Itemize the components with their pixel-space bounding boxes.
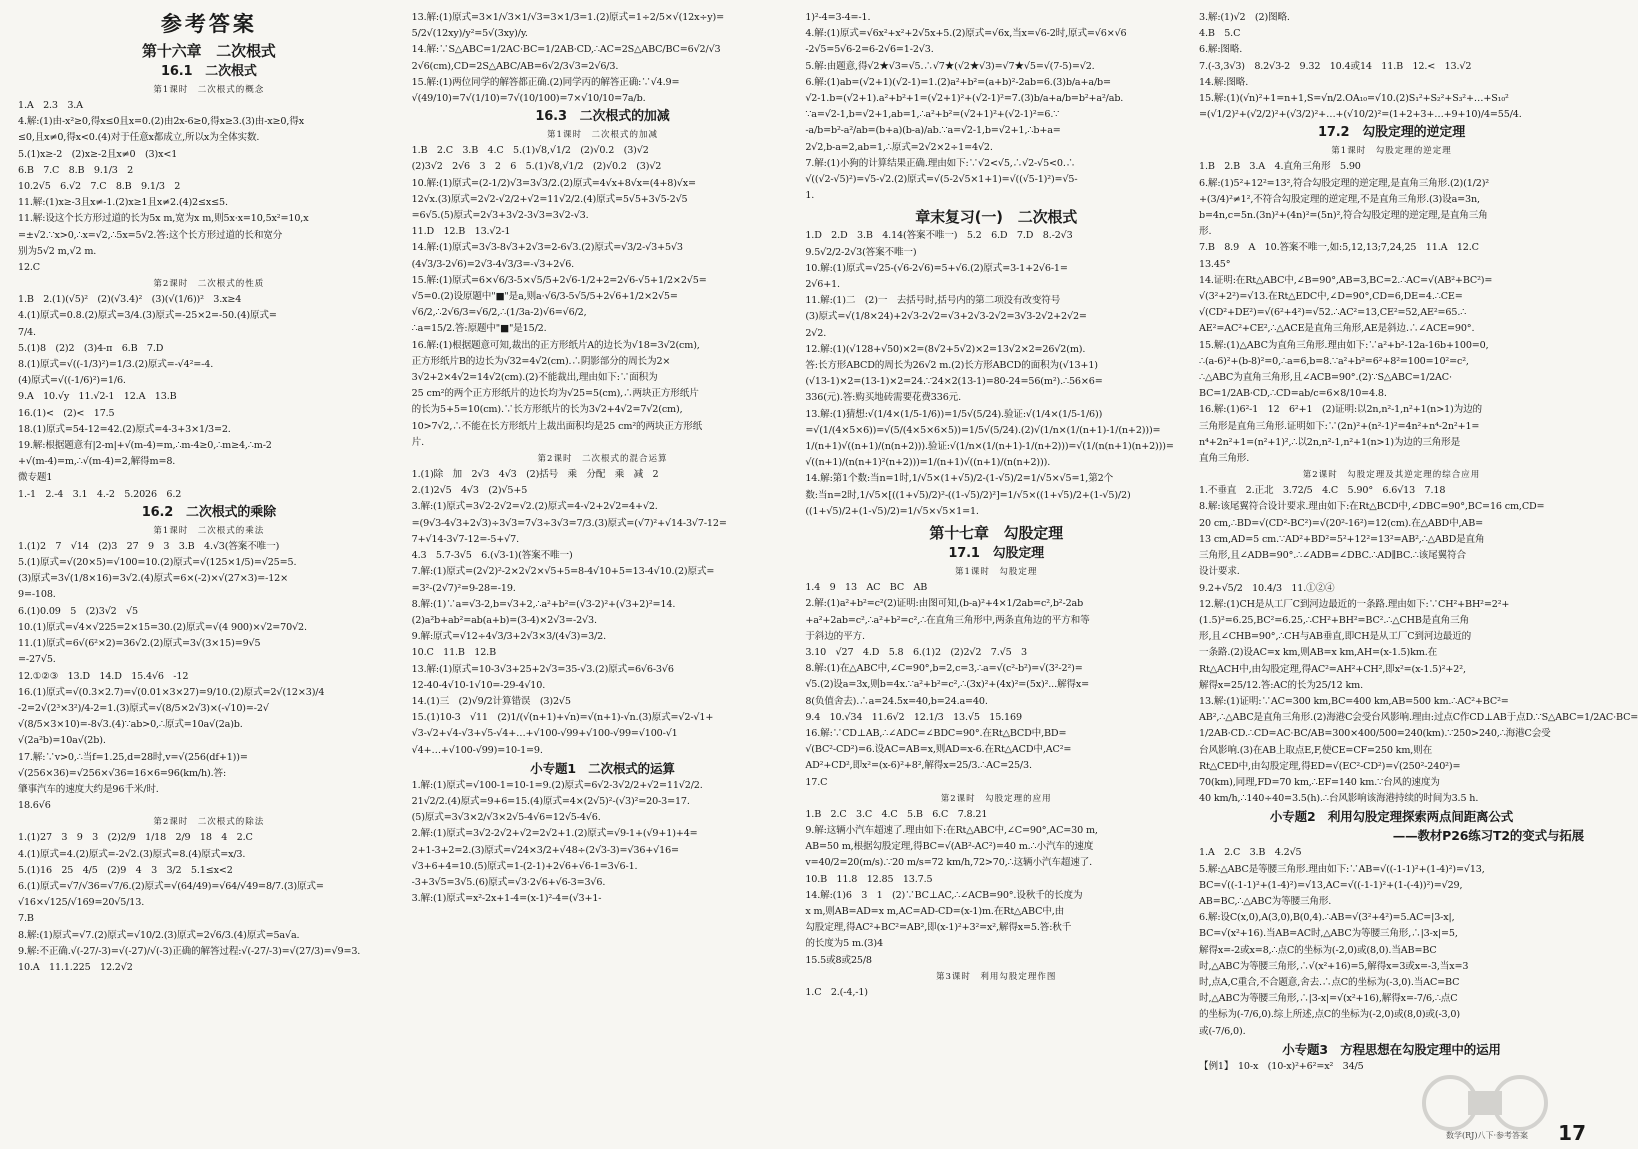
answer-line: AE²=AC²+CE²,∴△ACE是直角三角形,AE是斜边.∴∠ACE=90°. (1199, 323, 1475, 335)
answer-line: 8.解:(1)原式=√7.(2)原式=√10/2.(3)原式=2√6/3.(4)原式=5a√a. (18, 929, 300, 941)
answer-line: 8.解:(1)∵a=√3-2,b=√3+2,∴a²+b²=(√3-2)²+(√3+2)²=14. (411, 598, 676, 610)
chapter-heading: 第十六章 二次根式 (142, 42, 276, 60)
answer-line: +a²+2ab=c²,∴a²+b²=c²,∴在直角三角形中,两条直角边的平方和等 (805, 614, 1090, 626)
answer-line: 1.B 2.(1)(√5)² (2)(√3.4)² (3)(√(1/6))² 3.x≥4 (18, 294, 242, 306)
lesson-heading: 第1课时 勾股定理 (954, 567, 1038, 578)
answer-line: 1.解:(1)原式=√100-1=10-1=9.(2)原式=6√2-3√2/2+√2=11√2/2. (411, 779, 703, 791)
column-1 (12, 10, 406, 1143)
answer-line: 5.(1)16 25 4/5 (2)9 4 3 3/2 5.1≤x<2 (18, 864, 233, 876)
answer-line: 9.解:这辆小汽车超速了.理由如下:在Rt△ABC中,∠C=90°,AC=30 m, (805, 824, 1098, 836)
answer-line: 时,△ABC为等腰三角形,∴|3-x|=√(x²+16),解得x=-7/6,∴点C (1199, 993, 1458, 1005)
answer-line: 1.-1 2.-4 3.1 4.-2 5.2026 6.2 (18, 488, 182, 500)
answer-line: ∴△ABC为直角三角形,且∠ACB=90°.(2)∵S△ABC=1/2AC· (1199, 372, 1452, 384)
lesson-heading: 第2课时 二次根式的除法 (153, 817, 265, 828)
answer-line: 9.A 10.√y 11.√2-1 12.A 13.B (18, 391, 177, 403)
answer-line: Rt△ACH中,由勾股定理,得AC²=AH²+CH²,即x²=(x-1.5)²+2², (1199, 663, 1466, 675)
answer-line: 3.解:(1)原式=3√2-2√2=√2.(2)原式=4-√2+2√2=4+√2. (411, 501, 658, 513)
answer-line: 7.解:(1)原式=(2√2)²-2×2√2×√5+5=8-4√10+5=13-4√10.(2)原式= (411, 566, 715, 578)
answer-line: 一条路.(2)设AC=x km,则AB=x km,AH=(x-1.5)km.在 (1199, 647, 1438, 659)
answer-line: 三角形,且∠ADB=90°.∴∠ADB=∠DBC.∴AD∥BC.∴该尾翼符合 (1199, 550, 1466, 562)
answer-line: 2.(1)2√5 4√3 (2)√5+5 (411, 485, 528, 497)
answer-line: 16.解:(1)6²-1 12 6²+1 (2)证明:以2n,n²-1,n²+1(n>1)为边的 (1199, 404, 1482, 416)
topic-heading: 小专题1 二次根式的运算 (530, 760, 675, 776)
answer-line: √5=0.(2)设原题中"■"是a,则a·√6/3-5√5/5+2√6+1/2×2√5= (411, 291, 678, 303)
answer-line: =(9√3-4√3+2√3)÷3√3=7√3÷3√3=7/3.(3)原式=(√7)²+√14-3√7-12= (411, 517, 727, 529)
answer-line: 13.解:(1)原式=3×1/√3×1/√3=3×1/3=1.(2)原式=1÷2/5×√(12x÷y)= (411, 12, 725, 23)
answer-line: -a/b=b²-a²/ab=(b+a)(b-a)/ab.∵a=√2-1,b=√2+1,∴b+a= (805, 125, 1061, 137)
answer-line: 3√2+2×4√2=14√2(cm).(2)不能裁出,理由如下:∵面积为 (411, 372, 658, 384)
answer-line: 1.4 9 13 AC BC AB (805, 582, 928, 594)
answer-line: (2)a²b+ab²=ab(a+b)=(3-4)×2√3=-2√3. (411, 614, 597, 626)
answer-line: 7.(-3,3√3) 8.2√3-2 9.32 10.4或14 11.B 12.< 13.√2 (1199, 60, 1472, 72)
answer-line: √(2a²b)=10a√(2b). (18, 735, 106, 747)
answer-line: x m,则AB=AD=x m,AC=AD-CD=(x-1)m.在Rt△ABC中,由 (805, 905, 1065, 917)
answer-line: 别为5√2 m,√2 m. (18, 245, 97, 257)
answer-line: (3)原式=3√(1/8×16)=3√2.(4)原式=6×(-2)×√(27×3)=-12× (18, 573, 289, 585)
answer-line: +√(m-4)=m,∴√(m-4)=2,解得m=8. (18, 456, 176, 468)
answer-line: 10.B 11.8 12.85 13.7.5 (805, 873, 933, 885)
answer-line: 勾股定理,得AC²+BC²=AB²,即(x-1)²+3²=x²,解得x=5.答:秋千 (805, 922, 1072, 934)
answer-line: 14.解:(1)原式=3√3-8√3+2√3=2-6√3.(2)原式=√3/2-√3+5√3 (411, 242, 683, 254)
answer-line: 2√2. (805, 327, 827, 339)
answer-line: 40 km/h,∴140÷40=3.5(h).∴台风影响该海港持续的时间为3.5 h. (1199, 793, 1479, 805)
answer-line: BC=√(x²+16).当AB=AC时,△ABC为等腰三角形,∴|3-x|=5, (1199, 928, 1458, 940)
answer-line: 19.解:根据题意有|2-m|+√(m-4)=m,∴m-4≥0,∴m≥4,∴m-2 (18, 440, 272, 452)
answer-line: 8.(1)原式=√((-1/3)²)=1/3.(2)原式=-√4²=-4. (18, 359, 214, 371)
answer-line: 12.①②③ 13.D 14.D 15.4√6 -12 (18, 670, 189, 682)
answer-line: 6.B 7.C 8.B 9.1/3 2 (18, 164, 134, 176)
answer-line: 16.解:(1)根据题意可知,裁出的正方形纸片A的边长为√18=3√2(cm), (411, 339, 700, 351)
column-4 (1193, 10, 1638, 1143)
answer-line: √4+…+√100-√99)=10-1=9. (411, 744, 543, 756)
lesson-heading: 第1课时 二次根式的乘法 (153, 525, 265, 536)
answer-line: 4.(1)原式=0.8.(2)原式=3/4.(3)原式=-25×2=-50.(4)原式= (18, 310, 277, 322)
answer-line: 17.C (805, 776, 828, 788)
answer-line: 7/4. (18, 326, 36, 338)
answer-line: 1.B 2.C 3.C 4.C 5.B 6.C 7.8.21 (805, 808, 988, 820)
answer-line: 6.解:设C(x,0),A(3,0),B(0,4).∴AB=√(3²+4²)=5.AC=|3-x|, (1199, 912, 1455, 924)
answer-line: (5)原式=3√3×2/√3×2√5-4√6=12√5-4√6. (411, 812, 601, 824)
answer-line: 三角形是直角三角形.证明如下:∵(2n)²+(n²-1)²=4n²+n⁴-2n²+1= (1199, 420, 1480, 432)
answer-line: 形. (1199, 226, 1212, 238)
answer-line: 10.(1)原式=√4×√225=2×15=30.(2)原式=√(4 900)×√2=70√2. (18, 621, 307, 633)
answer-line: BC=1/2AB·CD,∴CD=ab/c=6×8/10=4.8. (1199, 388, 1387, 400)
answer-line: Rt△CED中,由勾股定理,得ED=√(EC²-CD²)=√(250²-240²)= (1199, 760, 1461, 772)
answer-line: ∴a=15/2.答:原题中"■"是15/2. (411, 323, 547, 335)
answer-line: 13.45° (1199, 258, 1231, 270)
lesson-heading: 第2课时 勾股定理及其逆定理的综合应用 (1302, 470, 1481, 481)
answer-line: √16×√125/√169=20√5/13. (18, 897, 145, 909)
answer-line: 的长度为5 m.(3)4 (805, 938, 883, 950)
answer-line: 10.C 11.B 12.B (411, 647, 496, 659)
answer-line: 4.解:(1)原式=√6x²+x²+2√5x+5.(2)原式=√6x,当x=√6-2时,原式=√6×√6 (805, 28, 1127, 40)
answer-line: 2.解:(1)原式=3√2-2√2+√2=2√2+1.(2)原式=√9-1+(√9+1)+4= (411, 828, 698, 840)
answer-line: 11.(1)原式=6√(6²×2)=36√2.(2)原式=3√(3×15)=9√5 (18, 638, 261, 650)
column-3 (799, 10, 1193, 1143)
answer-line: 14.(1)三 (2)√9/2计算错误 (3)2√5 (411, 695, 571, 707)
answer-line: 片. (411, 436, 425, 448)
answer-line: 15.解:(1)两位同学的解答都正确.(2)同学丙的解答正确:∵√4.9= (411, 76, 680, 88)
answer-line: √5.(2)设a=3x,则b=4x.∵a²+b²=c²,∴(3x)²+(4x)²=(5x)²...解得x= (805, 679, 1090, 691)
answer-line: 6.(1)0.09 5 (2)3√2 √5 (18, 605, 138, 617)
answer-line: 4.解:(1)由-x²≥0,得x≤0且x=0.(2)由2x-6≥0,得x≥3.(3)由-x≥0,得x (18, 116, 304, 128)
answer-line: 20 cm,∴BD=√(CD²-BC²)=√(20²-16²)=12(cm).在△ABD中,AB= (1199, 517, 1484, 529)
answer-line: 8.解:(1)在△ABC中,∠C=90°,b=2,c=3,∴a=√(c²-b²)=√(3²-2²)= (805, 663, 1083, 675)
answer-line: 9.5√2/2-2√3(答案不唯一) (805, 246, 917, 258)
lesson-heading: 第2课时 二次根式的性质 (153, 279, 265, 290)
answer-line: 5.(1)8 (2)2 (3)4-π 6.B 7.D (18, 342, 164, 354)
answer-line: 2+1-3+2=2.(3)原式=√24×3/2+√48÷(2√3-3)=√36+√16= (411, 844, 679, 856)
answer-line: 21√2/2.(4)原式=9+6=15.(4)原式=4×(2√5)²-(√3)²=20-3=17. (411, 795, 690, 807)
answer-line: 4.B 5.C (1199, 28, 1241, 40)
answer-line: 时,点A,C重合,不合题意,舍去.∴点C的坐标为(-3,0).当AC=BC (1199, 976, 1460, 988)
answer-line: √(BC²-CD²)=6.设AC=AB=x,则AD=x-6.在Rt△ACD中,AC²= (805, 744, 1072, 756)
answer-line: AB²,∴△ABC是直角三角形.(2)海港C会受台风影响.理由:过点C作CD⊥AB于点D.∵S△ABC=1/2AC·BC= (1199, 712, 1638, 724)
answer-line: AB=BC,∴△ABC为等腰三角形. (1199, 895, 1332, 907)
answer-line: 8.解:该尾翼符合设计要求.理由如下:在Rt△BCD中,∠DBC=90°,BC=16 cm,CD= (1199, 501, 1545, 513)
chapter-heading: 章末复习(一) 二次根式 (915, 208, 1078, 227)
answer-line: 1.A 2.3 3.A (18, 100, 83, 111)
answer-line: 3.解:(1)原式=x²-2x+1-4=(x-1)²-4=(√3+1- (411, 893, 602, 905)
answer-line: 13 cm,AD=5 cm.∵AD²+BD²=5²+12²=13²=AB²,∴△ABD是直角 (1199, 533, 1485, 545)
lesson-heading: 第2课时 二次根式的混合运算 (537, 454, 668, 465)
answer-line: 15.5或8或25/8 (805, 954, 872, 966)
answer-line: 17.解:∵v>0,∴当f=1.25,d=28时,v=√(256(df+1))= (18, 751, 248, 763)
answer-line: (1.5)²=6.25,BC²=6.25,∴CH²+BH²=BC².∴△CHB是直角三角 (1199, 614, 1469, 626)
answer-line: 1.C 2.(-4,-1) (805, 986, 868, 998)
answer-line: +(3/4)²≠1²,不符合勾股定理的逆定理,不是直角三角形.(3)设a=3n, (1199, 193, 1480, 205)
answer-line: 微专题1 (18, 472, 53, 484)
answer-line: 1.B 2.B 3.A 4.直角三角形 5.90 (1199, 161, 1361, 173)
answer-line: 的坐标为(-7/6,0).综上所述,点C的坐标为(-2,0)或(8,0)或(-3,0) (1199, 1009, 1460, 1021)
lesson-heading: 第1课时 二次根式的加减 (547, 130, 658, 141)
answer-line: 1.B 2.C 3.B 4.C 5.(1)√8,√1/2 (2)√0.2 (3)√2 (411, 145, 649, 157)
answer-line: 15.解:(1)(√n)²+1=n+1,S=√n/2.OA₁₀=√10.(2)S₁²+S₂²+S₃²+…+S₁₀² (1199, 93, 1509, 105)
answer-line: 16.(1)< (2)< 17.5 (18, 407, 115, 419)
answer-line: 7.解:(1)小狗的计算结果正确.理由如下:∵√2<√5,∴√2-√5<0.∴ (805, 157, 1076, 169)
answer-line: 9.解:原式=√12÷4√3/3+2√3×3/(4√3)=3/2. (411, 631, 607, 643)
answer-line: 12.C (18, 262, 40, 274)
answer-line: -2=2√(2³×3²)/4-2=1.(3)原式=√(8/5×2√3)×(-√10)=-2√ (18, 702, 269, 714)
answer-line: 70(km),同理,FD=70 km,∴EF=140 km.∵台风的速度为 (1199, 776, 1440, 788)
answer-line: √(8/5×3×10)=-8√3.(4)∵ab>0,∴原式=10a√(2a)b. (18, 719, 243, 731)
chapter-heading: 第十七章 勾股定理 (929, 524, 1063, 543)
answer-line: 7.B (18, 913, 34, 925)
answer-line: √(CD²+DE²)=√(6²+4²)=√52.∴AC²=13,CE²=52,AE²=65.∴ (1199, 307, 1467, 319)
answer-line: √3+6+4=10.(5)原式=1-(2-1)+2√6+√6-1=3√6-1. (411, 860, 638, 872)
answer-line: 6.(1)原式=√7/√36=√7/6.(2)原式=√(64/49)=√64/√49=8/7.(3)原式= (18, 880, 324, 892)
answer-line: BC=√((-1-1)²+(1-4)²)=√13,AC=√((-1-1)²+(1-(-4))²)=√29, (1199, 879, 1463, 891)
answer-line: 9.4 10.√34 11.6√2 12.1/3 13.√5 15.169 (805, 711, 1022, 723)
answer-line: 2√2,b-a=2,ab=1,∴原式=2√2×2÷1=4√2. (805, 141, 993, 153)
answer-line: 9=-108. (18, 589, 56, 601)
answer-line: 1.A 2.C 3.B 4.2√5 (1199, 847, 1302, 859)
answer-line: 3.解:(1)√2 (2)图略. (1199, 12, 1290, 23)
answer-line: 9.解:不正确.√(-27/-3)=√(-27)/√(-3)正确的解答过程:√(-27/-3)=√(27/3)=√9=3. (18, 945, 361, 957)
answer-line: √((n+1)/(n(n+1)²(n+2)))=1/(n+1)√((n+1)/(n(n+2))). (805, 457, 1051, 469)
topic-subheading: ——教材P26练习T2的变式与拓展 (1392, 828, 1585, 844)
answer-line: 15.解:(1)原式=6×√6/3-5×√5/5+2√6-1/2+2=2√6-√5+1/2×2√5= (411, 274, 707, 286)
answer-line: √(256×36)=√256×√36=16×6=96(km/h).答: (18, 767, 227, 779)
answer-line: 1)²-4=3-4=-1. (805, 12, 871, 23)
answer-line: n⁴+2n²+1=(n²+1)²,∴以2n,n²-1,n²+1(n>1)为边的三角形是 (1199, 436, 1461, 448)
answer-line: 5.解:由题意,得√2★√3=√5.∴√7★(√2★√3)=√7★√5=√(7-5)=√2. (805, 60, 1095, 72)
answer-line: ∴(a-6)²+(b-8)²=0,∴a=6,b=8.∵a²+b²=6²+8²=100=10²=c², (1199, 355, 1469, 367)
answer-line: 解得x=25/12.答:AC的长为25/12 km. (1199, 679, 1363, 691)
answer-line: 或(-7/6,0). (1199, 1025, 1246, 1037)
lesson-heading: 第1课时 二次根式的概念 (153, 85, 265, 95)
answer-line: 1.(1)除 加 2√3 4√3 (2)括号 乘 分配 乘 减 2 (411, 469, 659, 481)
answer-line: √(49/10)=7√(1/10)=7√(10/100)=7×√10/10=7a/b. (411, 93, 646, 105)
answer-line: -2√5=5√6-2=6-2√6=1-2√3. (805, 44, 934, 56)
answer-line: 12√x.(3)原式=2√2-√2/2+√2=11√2/2.(4)原式=5√5+3√5-2√5 (411, 193, 688, 205)
answer-line: 12.解:(1)CH是从工厂C到河边最近的一条路.理由如下:∵CH²+BH²=2²+ (1199, 598, 1510, 610)
footer-label: 数学(RJ)八下·参考答案 (1445, 1131, 1528, 1140)
answer-line: 【例1】 10-x (10-x)²+6²=x² 34/5 (1199, 1060, 1364, 1072)
answer-line: 5.解:△ABC是等腰三角形.理由如下:∵AB=√((-1-1)²+(1-4)²)=√13, (1199, 863, 1485, 875)
answer-line: 1/2AB·CD.∴CD=AC·BC/AB=300×400/500=240(km).∵250>240,∴海港C会受 (1199, 728, 1551, 740)
answer-line: √((√2-√5)²)=√5-√2.(2)原式=√(5-2√5×1+1)=√((√5-1)²)=√5- (805, 174, 1078, 186)
lesson-heading: 第3课时 利用勾股定理作图 (935, 971, 1057, 982)
answer-line: 6.解:图略. (1199, 44, 1243, 56)
answer-line: 1. (805, 190, 815, 202)
answer-line: 10.A 11.1.225 12.2√2 (18, 961, 133, 973)
answer-line: 1.不垂直 2.正北 3.72/5 4.C 5.90° 6.6√13 7.18 (1199, 485, 1446, 497)
answer-line: ∵a=√2-1,b=√2+1,ab=1,∴a²+b²=(√2+1)²+(√2-1)²=6.∵ (805, 109, 1060, 121)
answer-line: 13.解:(1)猜想:√(1/4×(1/5-1/6))=1/5√(5/24).验证:√(1/4×(1/5-1/6)) (805, 408, 1103, 420)
answer-line: 14.解:(1)6 3 1 (2)∵BC⊥AC,∴∠ACB=90°.设秋千的长度为 (805, 889, 1083, 901)
answer-line: AB=50 m,根据勾股定理,得BC=√(AB²-AC²)=40 m.∴小汽车的速度 (805, 841, 1094, 853)
answer-line: 5/2√(12xy)/y²=5√(3xy)/y. (411, 28, 528, 40)
answer-line: 14.解:第1个数:当n=1时,1/√5×(1+√5)/2-(1-√5)/2=1/√5×√5=1,第2个 (805, 473, 1114, 485)
answer-line: 13.解:(1)证明:∵AC=300 km,BC=400 km,AB=500 km.∴AC²+BC²= (1199, 695, 1509, 707)
column-2 (406, 10, 800, 1143)
answer-line: √2-1.b=(√2+1).a²+b²+1=(√2+1)²+(√2-1)²=7.(3)b/a+a/b=b²+a²/ab. (805, 93, 1124, 105)
answer-line: 6.解:(1)5²+12²=13²,符合勾股定理的逆定理,是直角三角形.(2)(1/2)² (1199, 177, 1489, 189)
answer-line: 设计要求. (1199, 566, 1240, 578)
answer-line: 10.解:(1)原式=(2-1/2)√3=3√3/2.(2)原式=4√x+8√x=(4+8)√x= (411, 177, 696, 189)
answer-line: 13.解:(1)原式=10-3√3+25+2√3=35-√3.(2)原式=6√6-3√6 (411, 663, 674, 675)
answer-line: 5.(1)原式=√(20×5)=√100=10.(2)原式=√(125×1/5)=√25=5. (18, 557, 297, 569)
section-heading: 17.2 勾股定理的逆定理 (1317, 125, 1466, 141)
answer-line: v=40/2=20(m/s).∵20 m/s=72 km/h,72>70,∴这辆小汽车超速了. (805, 857, 1093, 869)
answer-line: 25 cm²的两个正方形纸片的边长均为√25=5(cm),∴两块正方形纸片 (411, 388, 699, 400)
answer-line: 4.3 5.7-3√5 6.(√3-1)(答案不唯一) (411, 550, 573, 562)
answer-line: 2√6(cm),CD=2S△ABC/AB=6√2/3√3=2√6/3. (411, 60, 619, 72)
answer-line: 7+√14-3√7-12=-5+√7. (411, 533, 519, 545)
answer-line: 正方形纸片B的边长为√32=4√2(cm).∴阴影部分的周长为2× (411, 355, 671, 367)
answer-line: (√13-1)×2=(13-1)×2=24.∵24×2(13-1)=80-24=56(m²).∴56×6= (805, 376, 1103, 388)
page-number: 17 (1558, 1121, 1586, 1145)
answer-line: 1/(n+1)√((n+1)/(n(n+2))).验证:√(1/n×(1/(n+1)-1/(n+2)))=√(1/(n(n+1)(n+2)))= (805, 441, 1174, 453)
answer-line: =3²-(2√7)²=9-28=-19. (411, 582, 516, 594)
watermark-logo (1420, 1073, 1550, 1133)
answer-line: =-27√5. (18, 654, 56, 666)
answer-line: 于斜边的平方. (805, 630, 865, 642)
answer-line: =√(1/(4×5×6))=√(5/(4×5×6×5))=1/5√(5/24).(2)√(1/n×(1/(n+1)-1/(n+2)))= (805, 424, 1161, 436)
section-heading: 16.3 二次根式的加减 (535, 109, 670, 125)
answer-line: 解得x=-2或x=8,∴点C的坐标为(-2,0)或(8,0).当AB=BC (1199, 944, 1437, 956)
answer-line: 7.B 8.9 A 10.答案不唯一,如:5,12,13;7,24,25 11.A 12.C (1199, 242, 1479, 254)
answer-line: 15.解:(1)△ABC为直角三角形.理由如下:∵a²+b²-12a-16b+100=0, (1199, 339, 1489, 351)
answer-line: 14.解:∵S△ABC=1/2AC·BC=1/2AB·CD,∴AC=2S△ABC/BC=6√2/√3 (411, 44, 721, 56)
topic-heading: 小专题3 方程思想在勾股定理中的运用 (1282, 1041, 1501, 1057)
answer-line: 12.解:(1)(√128+√50)×2=(8√2+5√2)×2=13√2×2=26√2(m). (805, 343, 1086, 355)
answer-line: b=4n,c=5n.(3n)²+(4n)²=(5n)²,符合勾股定理的逆定理,是直角三角 (1199, 210, 1488, 222)
answer-line: √3-√2+√4-√3+√5-√4+…+√100-√99+√100-√99=√100-√1 (411, 728, 678, 740)
answer-line: (2)3√2 2√6 3 2 6 5.(1)√8,√1/2 (2)√0.2 (3)√2 (411, 161, 662, 173)
answer-line: 16.解:∵CD⊥AB,∴∠ADC=∠BDC=90°.在Rt△BCD中,BD= (805, 727, 1067, 739)
answer-line: 14.解:图略. (1199, 76, 1249, 88)
answer-line: 肇事汽车的速度大约是96千米/时. (18, 783, 159, 795)
answer-line: 18.6√6 (18, 800, 51, 812)
answer-line: 18.(1)原式=54-12=42.(2)原式=4-3+3×1/3=2. (18, 423, 231, 435)
page-title: 参考答案 (160, 12, 257, 36)
answer-line: 10>7√2,∴不能在长方形纸片上裁出面积均是25 cm²的两块正方形纸 (411, 420, 703, 432)
answer-line: 1.D 2.D 3.B 4.14(答案不唯一) 5.2 6.D 7.D 8.-2√3 (805, 230, 1073, 242)
answer-line: 时,△ABC为等腰三角形,∴√(x²+16)=5,解得x=3或x=-3,当x=3 (1199, 960, 1469, 972)
answer-line: 6.解:(1)ab=(√2+1)(√2-1)=1.(2)a²+b²=(a+b)²-2ab=6.(3)b/a+a/b= (805, 76, 1111, 88)
answer-line: 9.2+√5/2 10.4/3 11.①②④ (1199, 582, 1335, 594)
answer-line: (3)原式=√(1/8×24)+2√3-2√2=√3+2√3-2√2=3√3-2√2+2√2= (805, 311, 1087, 323)
answer-line: 1.(1)27 3 9 3 (2)2/9 1/18 2/9 18 4 2.C (18, 832, 253, 844)
answer-line: ((1+√5)/2+(1-√5)/2)=1/√5×√5×1=1. (805, 505, 979, 517)
section-heading: 16.2 二次根式的乘除 (141, 504, 276, 520)
answer-line: 2√6+1. (805, 279, 840, 291)
answer-line: 12-40-4√10-1√10=-29-4√10. (411, 679, 546, 691)
answer-line: =(√1/2)²+(√2/2)²+(√3/2)²+…+(√10/2)²=(1+2+3+…+9+10)/4=55/4. (1199, 109, 1522, 121)
answer-line: 形,且∠CHB=90°,∴CH与AB垂直,即CH是从工厂C到河边最近的 (1199, 631, 1472, 643)
section-heading: 17.1 勾股定理 (948, 546, 1045, 562)
answer-line: ≤0,且x≠0,得x<0.(4)对于任意x都成立,所以x为全体实数. (18, 132, 260, 144)
answer-line: =±√2.∵x>0,∴x=√2,∴5x=5√2.答:这个长方形过道的长和宽分 (18, 229, 283, 241)
answer-line: 11.解:(1)二 (2)一 去括号时,括号内的第二项没有改变符号 (805, 295, 1061, 307)
answer-line: 台风影响.(3)在AB上取点E,F,使CE=CF=250 km,则在 (1199, 744, 1433, 756)
section-heading: 16.1 二次根式 (160, 64, 257, 79)
answer-line: 10.2√5 6.√2 7.C 8.B 9.1/3 2 (18, 181, 181, 193)
answer-line: AD²+CD²,即x²=(x-6)²+8²,解得x=25/3.∴AC=25/3. (805, 760, 1032, 772)
answer-line: 3.10 √27 4.D 5.8 6.(1)2 (2)2√2 7.√5 3 (805, 646, 1027, 658)
answer-line: 5.(1)x≥-2 (2)x≥-2且x≠0 (3)x<1 (18, 148, 178, 160)
answer-line: 直角三角形. (1199, 453, 1250, 465)
answer-line: 2.解:(1)a²+b²=c²(2)证明:由图可知,(b-a)²+4×1/2ab=c²,b²-2ab (805, 598, 1084, 610)
answer-line: 11.D 12.B 13.√2-1 (411, 226, 511, 238)
answer-line: √(3²+2²)=√13.在Rt△EDC中,∠D=90°,CD=6,DE=4.∴CE= (1199, 291, 1463, 303)
answer-line: 14.证明:在Rt△ABC中,∠B=90°,AB=3,BC=2.∴AC=√(AB²+BC²)= (1199, 274, 1493, 286)
answer-line: 的长为5+5=10(cm).∵长方形纸片的长为3√2+4√2=7√2(cm), (411, 404, 683, 416)
answer-line: 11.解:设这个长方形过道的长为5x m,宽为x m,则5x·x=10,5x²=10,x (18, 213, 309, 225)
lesson-heading: 第1课时 勾股定理的逆定理 (1331, 146, 1452, 157)
answer-line: 1.(1)2 7 √14 (2)3 27 9 3 3.B 4.√3(答案不唯一) (18, 540, 280, 552)
lesson-heading: 第2课时 勾股定理的应用 (940, 793, 1052, 804)
answer-line: 数:当n=2时,1/√5×[((1+√5)/2)²-((1-√5)/2)²]=1/√5×((1+√5)/2+(1-√5)/2) (805, 489, 1131, 501)
answer-line: -3+3√5=3√5.(6)原式=√3·2√6+√6-3=3√6. (411, 876, 606, 888)
answer-line: 16.(1)原式=√(0.3×2.7)=√(0.01×3×27)=9/10.(2)原式=2√(12×3)/4 (18, 686, 325, 698)
answer-line: (4)原式=√((-1/6)²)=1/6. (18, 375, 126, 387)
answer-line: (4√3/3-2√6)=2√3-4√3/3=-√3+2√6. (411, 258, 575, 270)
answer-line: 336(元).答:购买地砖需要花费336元. (805, 392, 962, 404)
answer-line: 8(负值舍去).∴a=24.5x=40,b=24.a=40. (805, 695, 988, 707)
answer-line: 11.解:(1)x≥-3且x≠-1.(2)x≥1且x≠2.(4)2≤x≤5. (18, 197, 228, 209)
answer-line: 4.(1)原式=4.(2)原式=-2√2.(3)原式=8.(4)原式=x/3. (18, 848, 246, 860)
answer-line: 答:长方形ABCD的周长为26√2 m.(2)长方形ABCD的面积为(√13+1) (805, 360, 1098, 372)
answer-line: √6/2,∴2√6/3=√6/2,∴(1/3a-2)√6=√6/2, (411, 307, 587, 319)
topic-heading: 小专题2 利用勾股定理探索两点间距离公式 (1269, 809, 1514, 825)
answer-line: =6√5.(5)原式=2√3+3√2-3√3=3√2-√3. (411, 210, 589, 222)
answer-line: 10.解:(1)原式=√25-(√6-2√6)=5+√6.(2)原式=3-1+2√6-1= (805, 262, 1068, 274)
answer-line: 15.(1)10-3 √11 (2)1/(√(n+1)+√n)=√(n+1)-√n.(3)原式=√2-√1+ (411, 712, 714, 724)
